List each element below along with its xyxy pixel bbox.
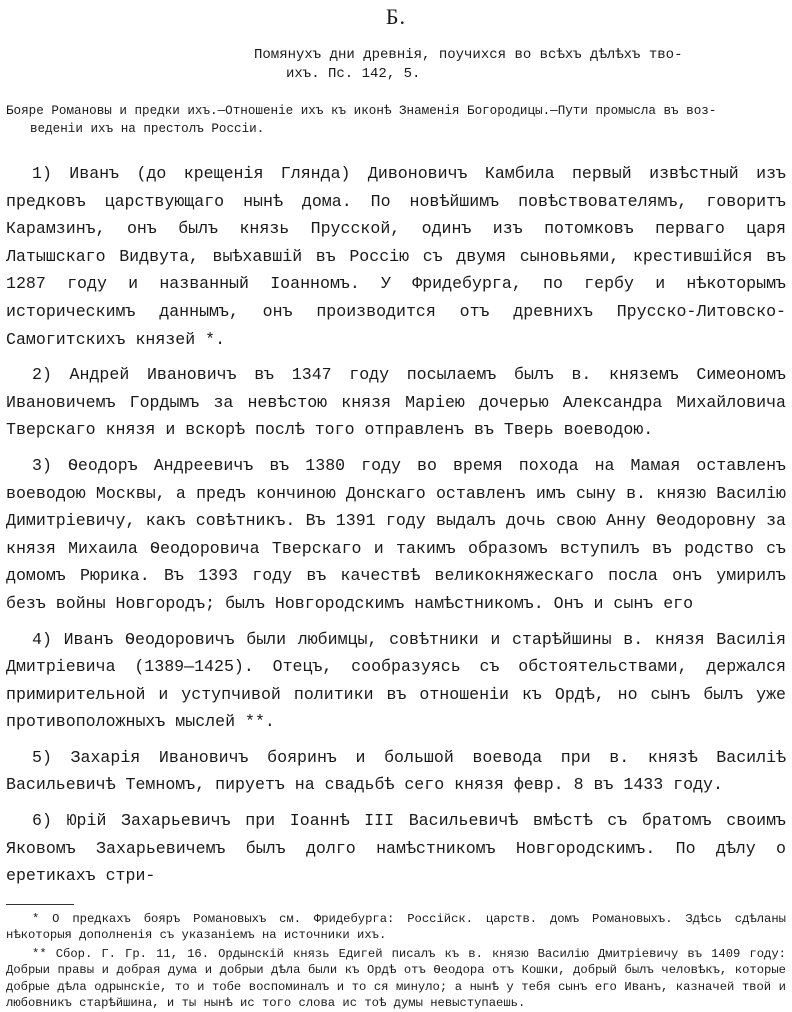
footnote-divider xyxy=(6,904,74,905)
epigraph-line-1: Помянухъ дни древнія, поучихся во всѣхъ дѣлѣхъ тво- xyxy=(254,47,683,63)
chapter-summary xyxy=(6,102,782,138)
epigraph xyxy=(254,46,786,84)
page-signature-letter: Б. xyxy=(385,4,407,29)
paragraph-6: 6) Юрій Захарьевичъ при Іоаннѣ III Васильевичѣ вмѣстѣ съ братомъ своимъ Яковомъ Захарьевичемъ былъ долго намѣстникомъ Новгородскимъ. По дѣлу о еретикахъ стри- xyxy=(6,811,786,886)
paragraph-4: 4) Иванъ Ѳеодоровичъ были любимцы, совѣтники и старѣйшины в. князя Василія Дмитріевича (1389—1425). Отецъ, сообразуясь съ обстоятельствами, держался примирительной и уступчивой политики въ отношеніи къ Ордѣ, но сынъ былъ уже противоположныхъ мыслей **. xyxy=(6,629,786,732)
footnote-2: ** Сбор. Г. Гр. 11, 16. Ордынскій князь Едигей писалъ къ в. князю Василію Дмитріевичу въ 1409 году: Добрыи правы и добрая дума и добрыи дѣла были къ Ордѣ отъ Ѳеодора отъ Кошки, добрый былъ человѣкъ, которые добрые дѣла одрынскіе, то и тобе воспоминалъ и то ся минуло; а нынѣ у тебя сынъ его Иванъ, казначей твой и любовникъ старѣйшина, и ты нынѣ ис того слова ис тоѣ думы невыступаешь. xyxy=(6,946,786,1011)
summary-line-2: веденіи ихъ на престолъ Россіи. xyxy=(30,122,265,136)
footnote-1: * О предкахъ бояръ Романовыхъ см. Фридебурга: Россійск. царств. домъ Романовыхъ. Здѣсь сдѣланы нѣкоторыя дополненія съ указаніемъ на источники ихъ. xyxy=(6,911,786,943)
footnotes xyxy=(6,911,786,1012)
summary-line-1: Бояре Романовы и предки ихъ.—Отношеніе ихъ къ иконѣ Знаменія Богородицы.—Пути промысла въ воз- xyxy=(6,104,717,118)
paragraph-5: 5) Захарія Ивановичъ бояринъ и большой воевода при в. князѣ Василіѣ Васильевичѣ Темномъ, пируетъ на свадьбѣ сего князя февр. 8 въ 1433 году. xyxy=(6,747,786,795)
main-text xyxy=(6,160,786,890)
epigraph-line-2: ихъ. Пс. 142, 5. xyxy=(286,66,421,82)
paragraph-1: 1) Иванъ (до крещенія Гляндa) Дивоновичъ Камбила первый извѣстный изъ предковъ царствующаго нынѣ дома. По новѣйшимъ повѣствователямъ, говоритъ Карамзинъ, онъ былъ князь Прусской, одинъ изъ потомковъ перваго царя Латышскаго Видвута, выѣхавшій въ Россію съ двумя сыновьями, крестившійся въ 1287 году и названный Іоанномъ. У Фридебурга, по гербу и нѣкоторымъ историческимъ даннымъ, онъ производится отъ древнихъ Прусско-Литовско-Самогитскихъ князей *. xyxy=(6,164,786,349)
paragraph-3: 3) Ѳеодоръ Андреевичъ въ 1380 году во время похода на Мамая оставленъ воеводою Москвы, а предъ кончиною Донскаго оставленъ имъ сыну в. князю Василію Димитріевичу, какъ совѣтникъ. Въ 1391 году выдалъ дочь свою Анну Ѳеодоровну за князя Михаила Ѳеодоровича Тверскаго и такимъ образомъ вступилъ въ родство съ домомъ Рюрика. Въ 1393 году въ качествѣ великокняжескаго посла онъ умирилъ безъ войны Новгородъ; былъ Новгородскимъ намѣстникомъ. Онъ и сынъ его xyxy=(6,455,786,613)
paragraph-2: 2) Андрей Ивановичъ въ 1347 году посылаемъ былъ в. княземъ Симеономъ Ивановичемъ Гордымъ за невѣстою князя Маріею дочерью Александра Михайловича Тверскаго князя и вскорѣ послѣ того отправленъ въ Тверь воеводою. xyxy=(6,365,786,440)
